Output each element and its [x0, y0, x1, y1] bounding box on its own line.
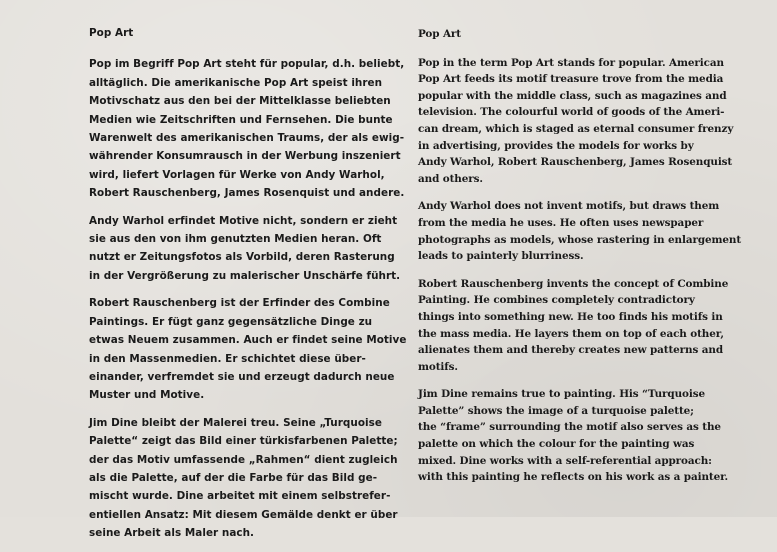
german-text-line: Motivschatz aus den bei der Mittelklasse beliebten [89, 95, 391, 108]
english-text-line: Andy Warhol does not invent motifs, but draws them [418, 200, 720, 213]
english-paragraph [418, 276, 729, 376]
english-text-line: Pop in the term Pop Art stands for popular. American [418, 56, 724, 69]
german-paragraph [89, 55, 405, 202]
german-text-line: alltäglich. Die amerikanische Pop Art speist ihren [89, 76, 383, 89]
english-text-line: Palette” shows the image of a turquoise palette; [418, 404, 694, 417]
german-paragraphs [89, 55, 407, 542]
english-text-line: Andy Warhol, Robert Rauschenberg, James Rosenquist [418, 156, 733, 169]
english-paragraphs [418, 55, 742, 486]
english-text-line: palette on which the colour for the painting was [418, 438, 695, 451]
english-text-line: things into something new. He too finds his motifs in [418, 310, 723, 323]
german-text-line: Robert Rauschenberg ist der Erfinder des Combine [89, 297, 390, 310]
german-text-column [89, 24, 407, 552]
german-title: Pop Art [89, 27, 134, 39]
german-text-line: Jim Dine bleibt der Malerei treu. Seine „Turquoise [89, 416, 382, 429]
german-text-line: in den Massenmedien. Er schichtet diese über- [89, 352, 366, 365]
english-paragraph [418, 198, 742, 264]
english-text-line: television. The colourful world of goods of the Ameri- [418, 106, 725, 119]
english-title: Pop Art [418, 28, 461, 40]
english-text-line: the “frame” surrounding the motif also serves as the [418, 421, 721, 434]
english-text-line: from the media he uses. He often uses newspaper [418, 216, 704, 229]
german-text-line: währender Konsumrausch in der Werbung inszeniert [89, 150, 401, 163]
german-paragraph [89, 212, 401, 286]
english-text-line: and others. [418, 172, 483, 185]
german-text-line: Palette“ zeigt das Bild einer türkisfarbenen Palette; [89, 435, 398, 448]
english-text-line: Painting. He combines completely contradictory [418, 294, 695, 307]
english-text-line: Jim Dine remains true to painting. His “Turquoise [418, 388, 705, 401]
german-text-line: nutzt er Zeitungsfotos als Vorbild, deren Rasterung [89, 251, 395, 264]
german-text-line: Paintings. Er fügt ganz gegensätzliche Dinge zu [89, 315, 373, 328]
english-paragraph [418, 55, 734, 188]
german-text-line: einander, verfremdet sie und erzeugt dadurch neue [89, 370, 395, 383]
english-text-column [418, 26, 742, 497]
german-text-line: mischt wurde. Dine arbeitet mit einem selbstrefer- [89, 490, 391, 503]
german-text-line: entiellen Ansatz: Mit diesem Gemälde denkt er über [89, 508, 398, 521]
english-text-line: leads to painterly blurriness. [418, 250, 584, 263]
german-text-line: Pop im Begriff Pop Art steht für popular, d.h. beliebt, [89, 58, 405, 71]
english-text-line: Pop Art feeds its motif treasure trove from the media [418, 73, 724, 86]
german-text-line: in der Vergrößerung zu malerischer Unschärfe führt. [89, 269, 401, 282]
german-text-line: wird, liefert Vorlagen für Werke von Andy Warhol, [89, 168, 385, 181]
english-text-line: motifs. [418, 360, 458, 373]
english-text-line: mixed. Dine works with a self-referential approach: [418, 454, 712, 467]
english-text-line: can dream, which is staged as eternal consumer frenzy [418, 122, 734, 135]
english-text-line: in advertising, provides the models for works by [418, 139, 694, 152]
english-text-line: with this painting he reflects on his work as a painter. [418, 471, 729, 484]
german-text-line: Medien wie Zeitschriften und Fernsehen. Die bunte [89, 113, 393, 126]
german-text-line: seine Arbeit als Maler nach. [89, 527, 255, 540]
english-text-line: Robert Rauschenberg invents the concept of Combine [418, 277, 729, 290]
german-text-line: etwas Neuem zusammen. Auch er findet seine Motive [89, 334, 407, 347]
english-text-line: photographs as models, whose rastering in enlargement [418, 233, 742, 246]
english-text-line: alienates them and thereby creates new patterns and [418, 344, 724, 357]
german-text-line: Muster und Motive. [89, 389, 205, 402]
english-text-line: popular with the middle class, such as magazines and [418, 89, 727, 102]
german-text-line: Robert Rauschenberg, James Rosenquist und andere. [89, 187, 405, 200]
english-text-line: the mass media. He layers them on top of each other, [418, 327, 724, 340]
german-text-line: Warenwelt des amerikanischen Traums, der als ewig- [89, 132, 405, 145]
german-text-line: der das Motiv umfassende „Rahmen“ dient zugleich [89, 453, 398, 466]
german-paragraph [89, 294, 407, 404]
german-text-line: als die Palette, auf der die Farbe für das Bild ge- [89, 471, 378, 484]
english-paragraph [418, 386, 729, 486]
german-text-line: Andy Warhol erfindet Motive nicht, sondern er zieht [89, 214, 398, 227]
german-paragraph [89, 414, 398, 543]
german-text-line: sie aus den von ihm genutzten Medien heran. Oft [89, 233, 382, 246]
